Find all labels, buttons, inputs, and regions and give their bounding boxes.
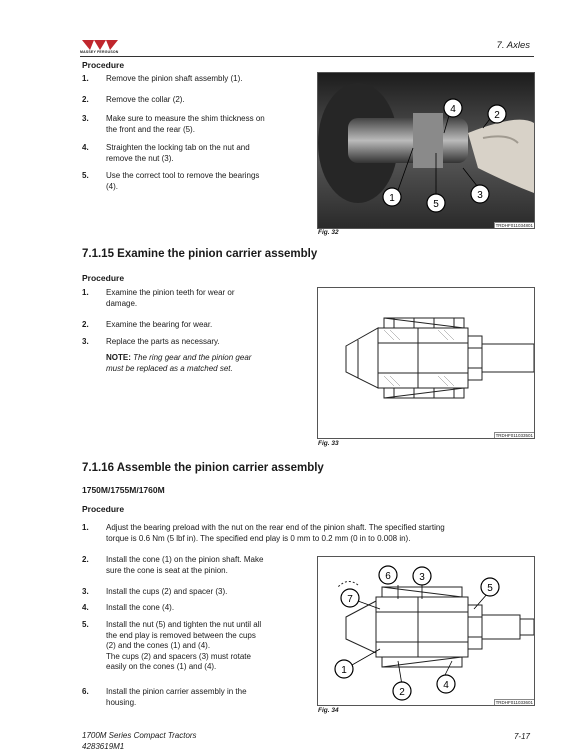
svg-text:5: 5 [487,583,493,594]
pinion-assembly-drawing [318,557,534,705]
step-number: 3. [82,114,89,123]
step-text: Straighten the locking tab on the nut and remove the nut (3). [106,143,250,163]
list-item [82,523,532,547]
svg-text:5: 5 [433,199,439,210]
svg-text:3: 3 [477,190,483,201]
step-text: Make sure to measure the shim thickness on the front and the rear (5). [106,114,265,134]
model-subtitle: 1750M/1755M/1760M [82,485,165,495]
step-text: Install the cone (4). [106,603,175,612]
section-title: 7.1.16 Assemble the pinion carrier assembly [82,462,324,474]
note-label: NOTE: [106,353,131,362]
figure-32-photo [317,72,535,229]
callout-1 [383,188,401,206]
step-text: Examine the pinion teeth for wear or damage. [106,288,235,308]
callout-2 [393,682,411,700]
svg-text:4: 4 [450,104,456,115]
callout-3 [471,185,489,203]
step-number: 3. [82,337,89,346]
step-number: 4. [82,603,89,612]
footer-title: 1700M Series Compact Tractors [82,731,197,740]
step-number: 6. [82,687,89,696]
callout-3 [413,567,431,585]
list-item [82,114,312,138]
section-title: 7.1.15 Examine the pinion carrier assembly [82,248,318,260]
pinion-carrier-drawing [318,288,534,438]
list-item [82,320,312,332]
list-item [82,587,312,599]
list-item [82,555,312,579]
svg-text:1: 1 [341,665,347,676]
step-text: Remove the collar (2). [106,95,185,104]
list-item [82,171,312,195]
figure-33-drawing [317,287,535,439]
callout-5 [481,578,499,596]
footer-code: 4283619M1 [82,742,125,751]
page-number: 7-17 [513,732,530,741]
step-number: 3. [82,587,89,596]
step-number: 2. [82,320,89,329]
callout-7 [341,589,359,607]
header-rule [80,56,534,57]
chapter-title: 7. Axles [496,40,530,51]
svg-text:2: 2 [399,687,405,698]
step-number: 5. [82,620,89,629]
step-text: Replace the parts as necessary. [106,337,220,346]
svg-text:1: 1 [389,193,395,204]
note-text: The ring gear and the pinion gear must be replaced as a matched set. [106,353,252,373]
step-number: 1. [82,74,89,83]
step-text: Install the cone (1) on the pinion shaft. Make sure the cone is seat at the pinion. [106,555,264,575]
step-text: Use the correct tool to remove the bearings (4). [106,171,260,191]
list-item [82,603,312,615]
figure-caption: Fig. 34 [318,707,339,714]
svg-text:2: 2 [494,110,500,121]
callout-5 [427,194,445,212]
step-number: 1. [82,288,89,297]
list-item [82,687,312,711]
figure-ref-code: TRDHF011034801 [495,223,533,228]
list-item [82,288,312,312]
figure-caption: Fig. 33 [318,440,339,447]
callout-2 [488,105,506,123]
list-item [82,620,312,680]
list-item [82,74,312,86]
step-number: 2. [82,95,89,104]
svg-text:6: 6 [385,571,391,582]
figure-ref-code: TRDHF011033601 [495,700,533,705]
list-item [82,337,312,349]
procedure-heading: Procedure [82,273,125,283]
step-number: 2. [82,555,89,564]
step-text: Adjust the bearing preload with the nut on the rear end of the pinion shaft. The specified starting torque is 0.6 Nm (5 lbf in). The specified end play is 0 mm to 0.2 mm (0 in to 0.008 in). [106,523,445,543]
procedure-heading: Procedure [82,504,125,514]
note [106,353,316,374]
step-text: Install the cups (2) and spacer (3). [106,587,228,596]
svg-text:7: 7 [347,594,353,605]
figure-caption: Fig. 32 [318,229,339,236]
step-number: 1. [82,523,89,532]
callout-overlay [318,73,534,228]
step-text: Install the nut (5) and tighten the nut until all the end play is removed between the cups (2) and the cones (1) and (4). The cups (2) and spacers (3) must rotate easily on the cones (1) and (4). [106,620,262,671]
step-text: Remove the pinion shaft assembly (1). [106,74,243,83]
step-number: 5. [82,171,89,180]
callout-4 [437,675,455,693]
figure-ref-code: TRDHF011033501 [495,433,533,438]
figure-34-drawing [317,556,535,706]
step-text: Examine the bearing for wear. [106,320,213,329]
step-number: 4. [82,143,89,152]
callout-6 [379,566,397,584]
svg-text:3: 3 [419,572,425,583]
procedure-heading: Procedure [82,60,125,70]
list-item [82,95,312,107]
step-text: Install the pinion carrier assembly in the housing. [106,687,247,707]
callout-4 [444,99,462,117]
svg-text:4: 4 [443,680,449,691]
callout-1 [335,660,353,678]
list-item [82,143,312,167]
logo-text: MASSEY FERGUSON [80,50,119,54]
